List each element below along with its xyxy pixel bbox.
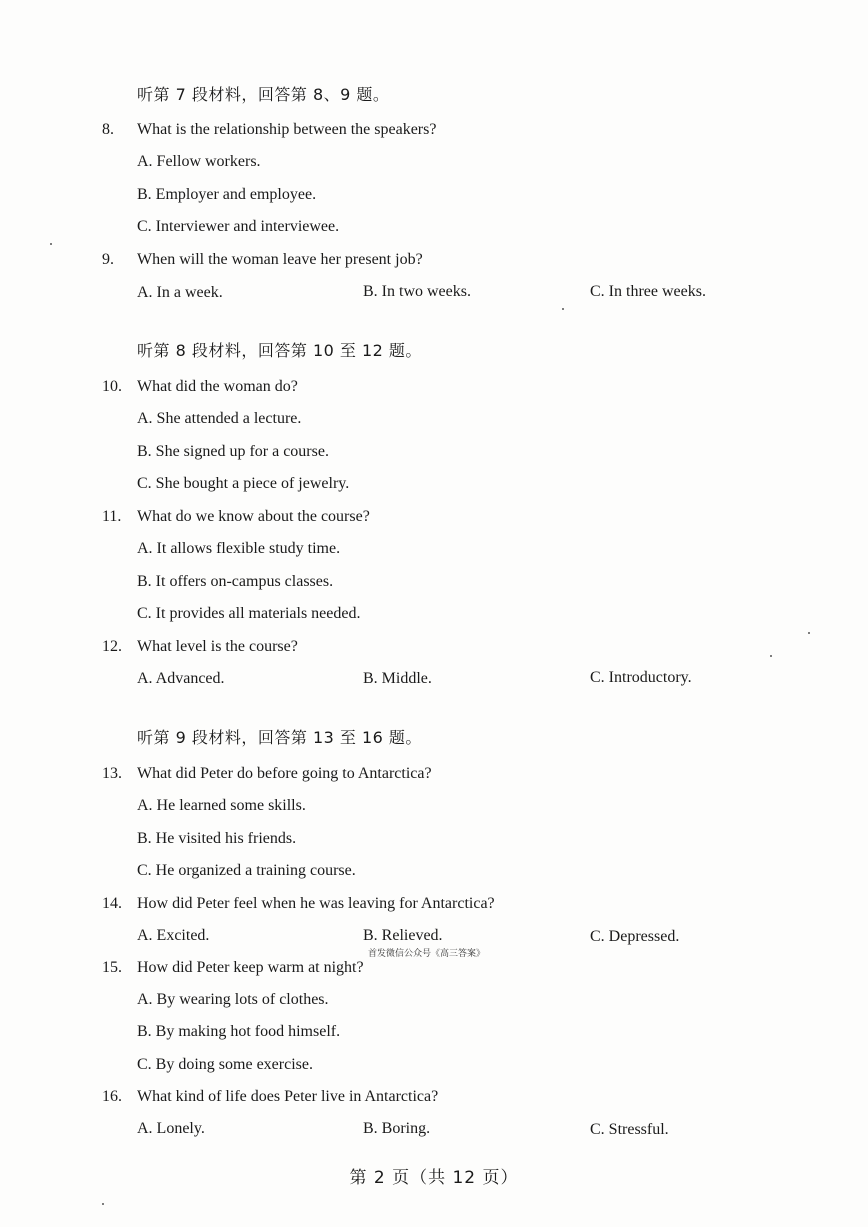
question-text: What level is the course? — [137, 638, 298, 655]
question-number: 9. — [102, 251, 114, 268]
question-text: How did Peter feel when he was leaving for Antarctica? — [137, 895, 495, 912]
scan-speck — [808, 632, 810, 634]
question-text: When will the woman leave her present job? — [137, 251, 423, 268]
scan-speck — [102, 1203, 104, 1205]
question-number: 14. — [102, 895, 122, 912]
question-text: How did Peter keep warm at night? — [137, 959, 364, 976]
scan-speck — [50, 243, 52, 245]
answer-option: C. Stressful. — [590, 1121, 669, 1138]
answer-option: C. Depressed. — [590, 928, 680, 945]
question-number: 16. — [102, 1088, 122, 1105]
answer-option: B. Relieved. — [363, 927, 443, 944]
section-heading: 听第 7 段材料，回答第 8、9 题。 — [137, 85, 390, 104]
answer-option: C. He organized a training course. — [137, 862, 356, 879]
answer-option: A. By wearing lots of clothes. — [137, 991, 329, 1008]
answer-option: C. It provides all materials needed. — [137, 605, 361, 622]
section-heading: 听第 8 段材料，回答第 10 至 12 题。 — [137, 341, 422, 360]
answer-option: A. Lonely. — [137, 1120, 205, 1137]
answer-option: B. In two weeks. — [363, 283, 471, 300]
answer-option: B. By making hot food himself. — [137, 1023, 341, 1040]
answer-option: A. She attended a lecture. — [137, 410, 302, 427]
question-number: 11. — [102, 508, 122, 525]
answer-option: B. Boring. — [363, 1120, 431, 1137]
page-footer: 第 2 页（共 12 页） — [349, 1168, 519, 1188]
answer-option: A. In a week. — [137, 284, 223, 301]
question-number: 13. — [102, 765, 122, 782]
answer-option: A. Excited. — [137, 927, 210, 944]
answer-option: A. Fellow workers. — [137, 153, 261, 170]
answer-option: B. She signed up for a course. — [137, 443, 329, 460]
answer-option: B. Employer and employee. — [137, 186, 317, 203]
answer-option: A. It allows flexible study time. — [137, 540, 341, 557]
answer-option: A. He learned some skills. — [137, 797, 306, 814]
question-number: 10. — [102, 378, 122, 395]
answer-option: A. Advanced. — [137, 670, 225, 687]
answer-option: C. By doing some exercise. — [137, 1056, 313, 1073]
answer-option: B. It offers on-campus classes. — [137, 573, 334, 590]
question-number: 8. — [102, 121, 114, 138]
answer-option: C. Introductory. — [590, 669, 692, 686]
question-text: What do we know about the course? — [137, 508, 370, 525]
question-text: What is the relationship between the speakers? — [137, 121, 437, 138]
question-number: 12. — [102, 638, 122, 655]
answer-option: B. Middle. — [363, 670, 432, 687]
question-text: What did the woman do? — [137, 378, 298, 395]
scan-speck — [770, 655, 772, 657]
watermark-text: 首发微信公众号《高三答案》 — [368, 949, 486, 959]
answer-option: B. He visited his friends. — [137, 830, 297, 847]
answer-option: C. She bought a piece of jewelry. — [137, 475, 350, 492]
question-text: What kind of life does Peter live in Antarctica? — [137, 1088, 439, 1105]
question-number: 15. — [102, 959, 122, 976]
question-text: What did Peter do before going to Antarctica? — [137, 765, 432, 782]
section-heading: 听第 9 段材料，回答第 13 至 16 题。 — [137, 728, 422, 747]
answer-option: C. In three weeks. — [590, 283, 706, 300]
scan-speck — [562, 308, 564, 310]
answer-option: C. Interviewer and interviewee. — [137, 218, 340, 235]
